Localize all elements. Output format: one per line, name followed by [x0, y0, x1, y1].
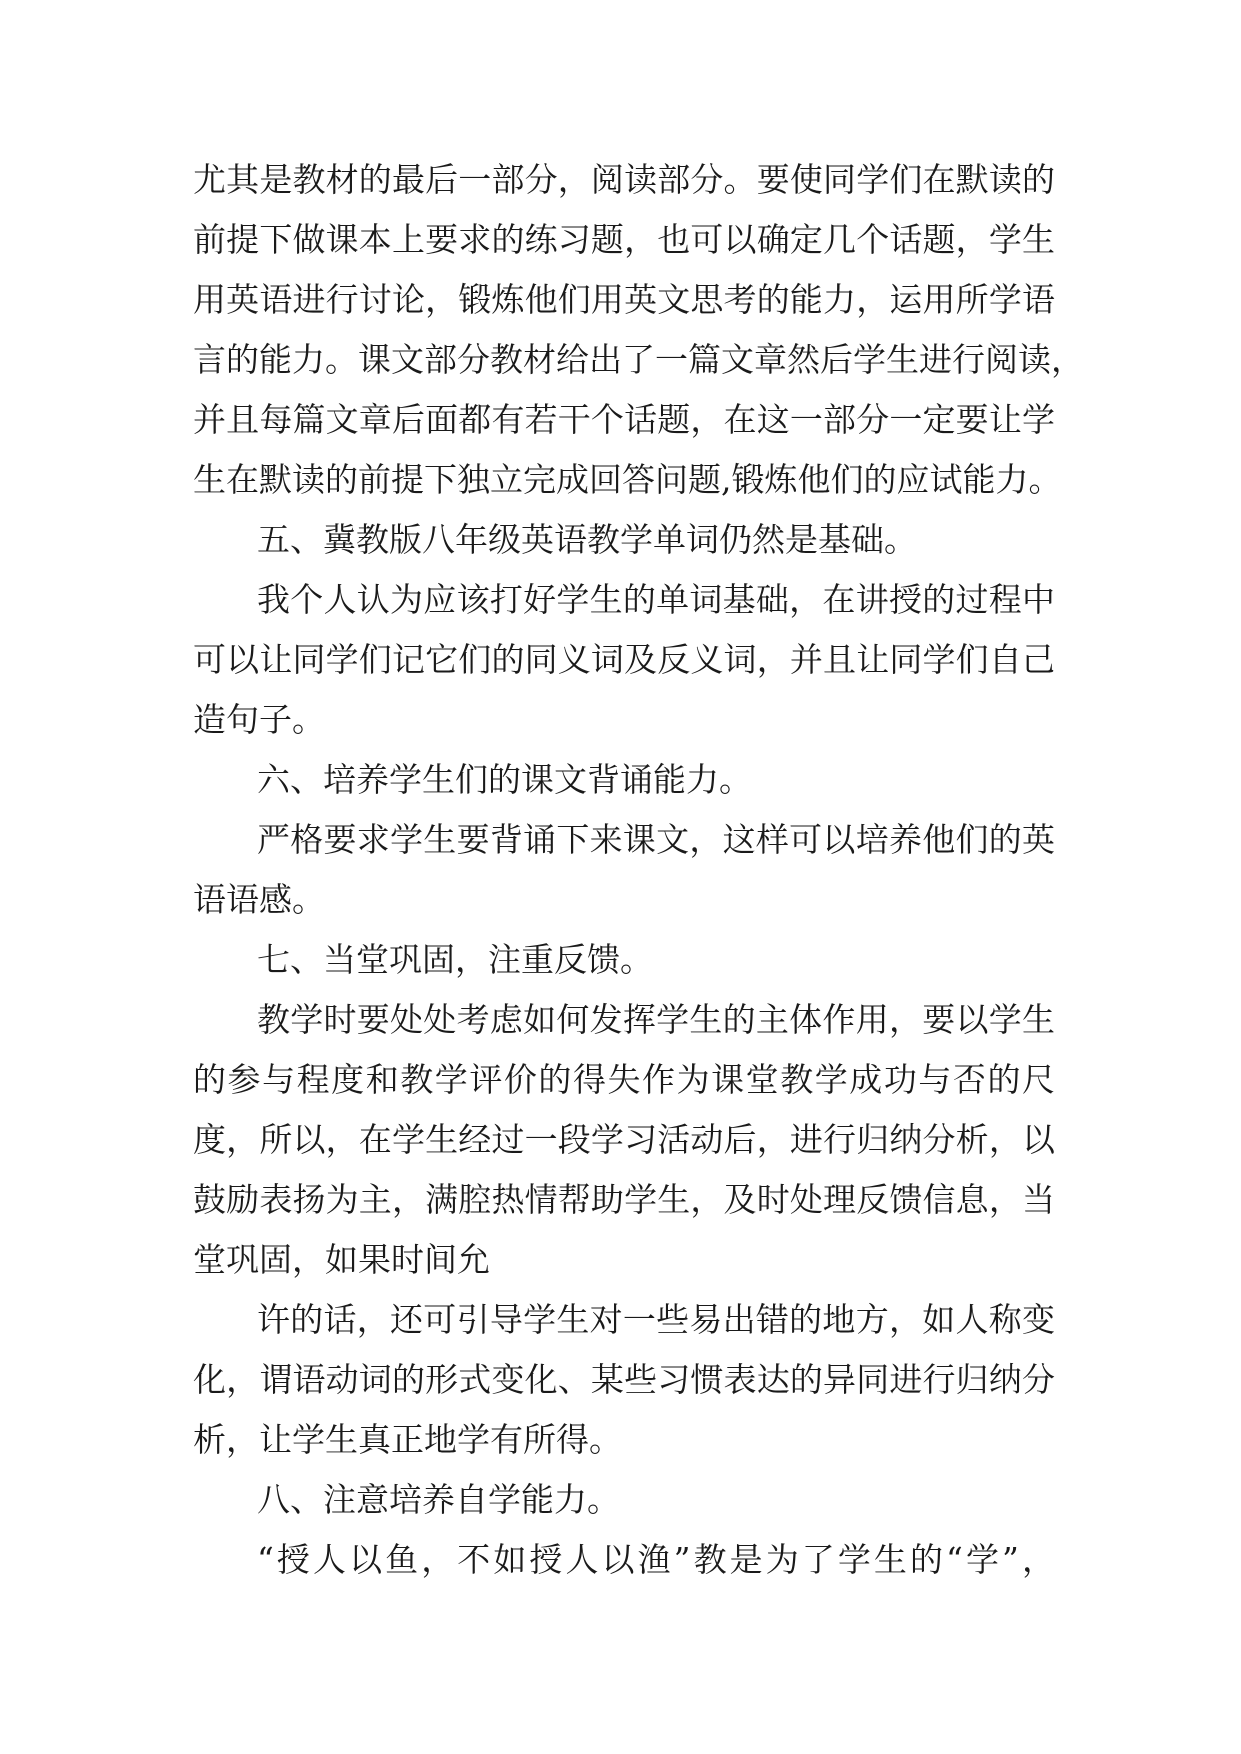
text-line: 八、注意培养自学能力。 [257, 1480, 620, 1519]
text-line: 语语感。 [193, 880, 325, 919]
text-line: 析，让学生真正地学有所得。 [193, 1420, 622, 1459]
text-line: 严格要求学生要背诵下来课文，这样可以培养他们的英 [257, 820, 1055, 859]
text-line: 六、培养学生们的课文背诵能力。 [257, 760, 752, 799]
text-line: 我个人认为应该打好学生的单词基础，在讲授的过程中 [257, 580, 1055, 619]
text-line: 鼓励表扬为主，满腔热情帮助学生，及时处理反馈信息，当 [193, 1180, 1055, 1219]
text-line: 化，谓语动词的形式变化、某些习惯表达的异同进行归纳分 [193, 1360, 1055, 1399]
text-line: “授人以鱼，不如授人以渔”教是为了学生的“学”， [257, 1540, 1055, 1579]
text-line: 度，所以，在学生经过一段学习活动后，进行归纳分析，以 [193, 1120, 1055, 1159]
text-line: 五、冀教版八年级英语教学单词仍然是基础。 [257, 520, 917, 559]
text-line: 生在默读的前提下独立完成回答问题,锻炼他们的应试能力。 [193, 460, 1062, 499]
text-line: 并且每篇文章后面都有若干个话题，在这一部分一定要让学 [193, 400, 1055, 439]
text-line: 造句子。 [193, 700, 325, 739]
text-line: 教学时要处处考虑如何发挥学生的主体作用，要以学生 [257, 1000, 1055, 1039]
text-line: 用英语进行讨论，锻炼他们用英文思考的能力，运用所学语 [193, 280, 1055, 319]
text-line: 许的话，还可引导学生对一些易出错的地方，如人称变 [257, 1300, 1055, 1339]
text-line: 言的能力。课文部分教材给出了一篇文章然后学生进行阅读， [193, 340, 1084, 379]
text-line: 前提下做课本上要求的练习题，也可以确定几个话题，学生 [193, 220, 1055, 259]
text-line: 尤其是教材的最后一部分，阅读部分。要使同学们在默读的 [193, 160, 1055, 199]
document-body [193, 150, 1084, 1590]
text-line: 可以让同学们记它们的同义词及反义词，并且让同学们自己 [193, 640, 1055, 679]
text-line: 的参与程度和教学评价的得失作为课堂教学成功与否的尺 [193, 1060, 1055, 1099]
text-line: 堂巩固，如果时间允 [193, 1240, 490, 1279]
text-line: 七、当堂巩固，注重反馈。 [257, 940, 653, 979]
